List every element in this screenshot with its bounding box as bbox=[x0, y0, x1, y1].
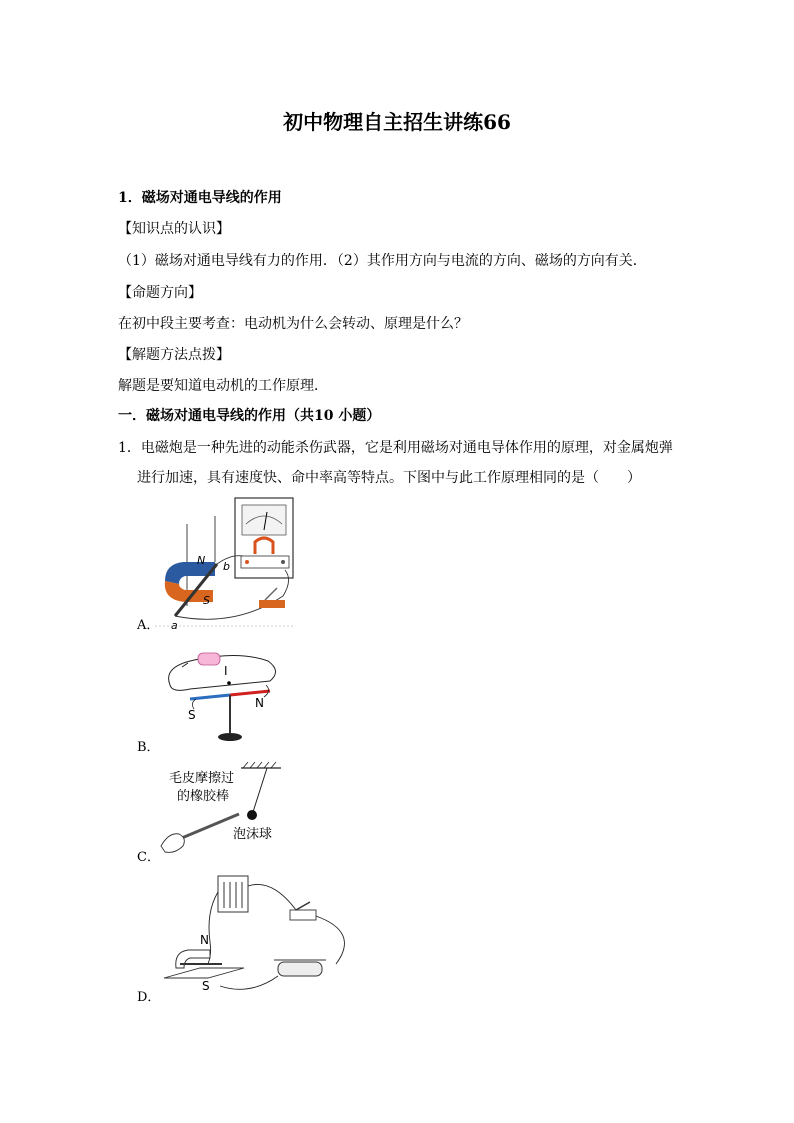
compass-needle-s bbox=[190, 695, 230, 699]
option-c-label: C． bbox=[137, 850, 160, 865]
u-magnet bbox=[176, 950, 210, 968]
rheostat bbox=[278, 962, 322, 976]
label-a: a bbox=[171, 619, 178, 631]
compass-needle-n bbox=[230, 691, 270, 695]
option-d-label: D． bbox=[137, 990, 161, 1005]
knowledge-tag: 【知识点的认识】 bbox=[118, 221, 230, 237]
label-n: N bbox=[197, 554, 206, 567]
label-ball: 泡沫球 bbox=[233, 827, 273, 842]
label-i: I bbox=[224, 664, 228, 678]
direction-text: 在初中段主要考查：电动机为什么会转动、原理是什么？ bbox=[118, 316, 468, 332]
label-rod-line2: 的橡胶棒 bbox=[177, 789, 230, 804]
thread bbox=[253, 768, 267, 812]
knowledge-text: （1）磁场对通电导线有力的作用．（2）其作用方向与电流的方向、磁场的方向有关． bbox=[118, 253, 647, 269]
question-text-line2: 进行加速，具有速度快、命中率高等特点。下图中与此工作原理相同的是（ ） bbox=[137, 470, 641, 486]
battery-box bbox=[218, 876, 248, 912]
section-heading: 1．磁场对通电导线的作用 bbox=[118, 190, 282, 206]
label-b: b bbox=[223, 560, 230, 573]
part-heading: 一．磁场对通电导线的作用（共10 小题） bbox=[118, 408, 381, 424]
option-b-label: B． bbox=[137, 740, 160, 755]
option-a-label: A． bbox=[137, 618, 160, 633]
figure-option-c bbox=[155, 760, 285, 860]
magnet-top-pole bbox=[165, 562, 215, 584]
method-tag: 【解题方法点拨】 bbox=[118, 347, 230, 363]
label-s: S bbox=[188, 708, 196, 722]
label-rod-line1: 毛皮摩擦过 bbox=[169, 771, 235, 786]
galvanometer-dial bbox=[242, 505, 286, 535]
battery-cell bbox=[198, 653, 220, 665]
figure-option-d bbox=[160, 872, 355, 998]
switch-base bbox=[259, 600, 285, 608]
figure-option-b bbox=[160, 645, 285, 747]
label-s: S bbox=[203, 594, 210, 607]
rubber-rod bbox=[177, 814, 239, 840]
method-text: 解题是要知道电动机的工作原理． bbox=[118, 378, 328, 394]
label-n: N bbox=[255, 696, 264, 710]
hand bbox=[161, 834, 184, 853]
label-s: S bbox=[202, 979, 210, 993]
question-text-line1: 1．电磁炮是一种先进的动能杀伤武器，它是利用磁场对通电导体作用的原理，对金属炮弹 bbox=[118, 440, 673, 456]
switch bbox=[290, 910, 316, 920]
foam-ball bbox=[247, 810, 257, 820]
page-title: 初中物理自主招生讲练66 bbox=[283, 110, 511, 134]
label-n: N bbox=[200, 933, 209, 947]
figure-option-a bbox=[155, 496, 300, 631]
direction-tag: 【命题方向】 bbox=[118, 285, 202, 301]
track-base bbox=[164, 968, 244, 978]
compass-stand bbox=[218, 733, 242, 741]
